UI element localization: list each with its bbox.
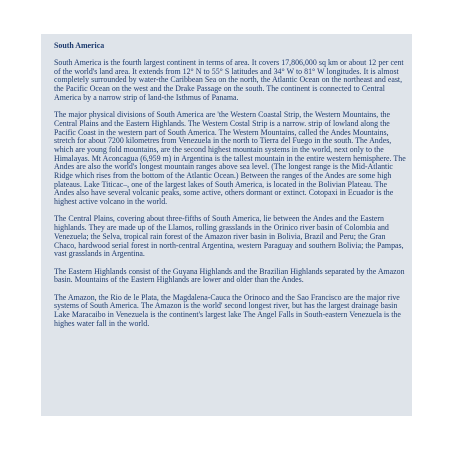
- paragraph-overview: South America is the fourth largest continent in terms of area. It covers 17,806,000 sq km or about 12 per cent of the world's land area. It extends from 12° N to 55° S latitudes and 34° W to 81° W longitudes. It is almost completely surrounded by water-the Caribbean Sea on the north, the Atlantic Ocean on the northeast and east, the Pacific Ocean on the west and the Drake Passage on the south. The continent is connected to Central America by a narrow strip of land-the Isthmus of Panama.: [54, 58, 404, 102]
- paragraph-eastern-highlands: The Eastern Highlands consist of the Guyana Highlands and the Brazilian Highlands separated by the Amazon basin. Mountains of the Eastern Highlands are lower and older than the Andes.: [54, 266, 405, 285]
- document-title: South America: [54, 41, 105, 50]
- paragraph-central-plains: The Central Plains, covering about three-fifths of South America, lie between the Andes and the Eastern highlands. They are made up of the Llamos, rolling grasslands in the Orinico river basin of Colombia and Venezuela; the Selva, tropical rain forest of the Amazon river basin in Bolivia, Brazil and Peru; the Gran Chaco, hardwood serial forest in north-central Argentina, western Paraguay and southern Bolivia; the Pampas, vast grasslands in Argentina.: [54, 214, 404, 259]
- document-page: [41, 34, 412, 416]
- paragraph-rivers-lakes: The Amazon, the Rio de le Plata, the Magdalena-Cauca the Orinoco and the Sao Francisco are the major rive systems of South America. The Amazon is the world' second longest river, but has the largest drainage basin Lake Maracaibo in Venezuela is the continent's largest lake The Angel Falls in South-eastern Venezuela is the highes water fall in the world.: [54, 292, 401, 328]
- paragraph-physical-divisions: The major physical divisions of South America are 'the Western Coastal Strip, the Western Mountains, the Central Plains and the Eastern Highlands. The Western Costal Strip is a narrow. strip of lowland along the Pacific Coast in the western part of South America. The Western Mountains, called the Andes Mountains, stretch for about 7200 kilometres from Venezuela in the north to Tierra del Fuego in the south. The Andes, which are young fold mountains, are the second highest mountain systems in the world, next only to the Himalayas. Mt Aconcagua (6,959 m) in Argentina is the tallest mountain in the entire western hemisphere. The Andes are also the world's longest mountain ranges above sea level. (The longest range is the Mid-Atlantic Ridge which rises from the bottom of the Atlantic Ocean.) Between the ranges of the Andes are some high plateaus. Lake Titicac–, one of the largest lakes of South America, is located in the Bolivian Plateau. The Andes also have several volcanic peaks, some active, others dormant or extinct. Cotopaxi in Ecuador is the highest active volcano in the world.: [54, 110, 406, 207]
